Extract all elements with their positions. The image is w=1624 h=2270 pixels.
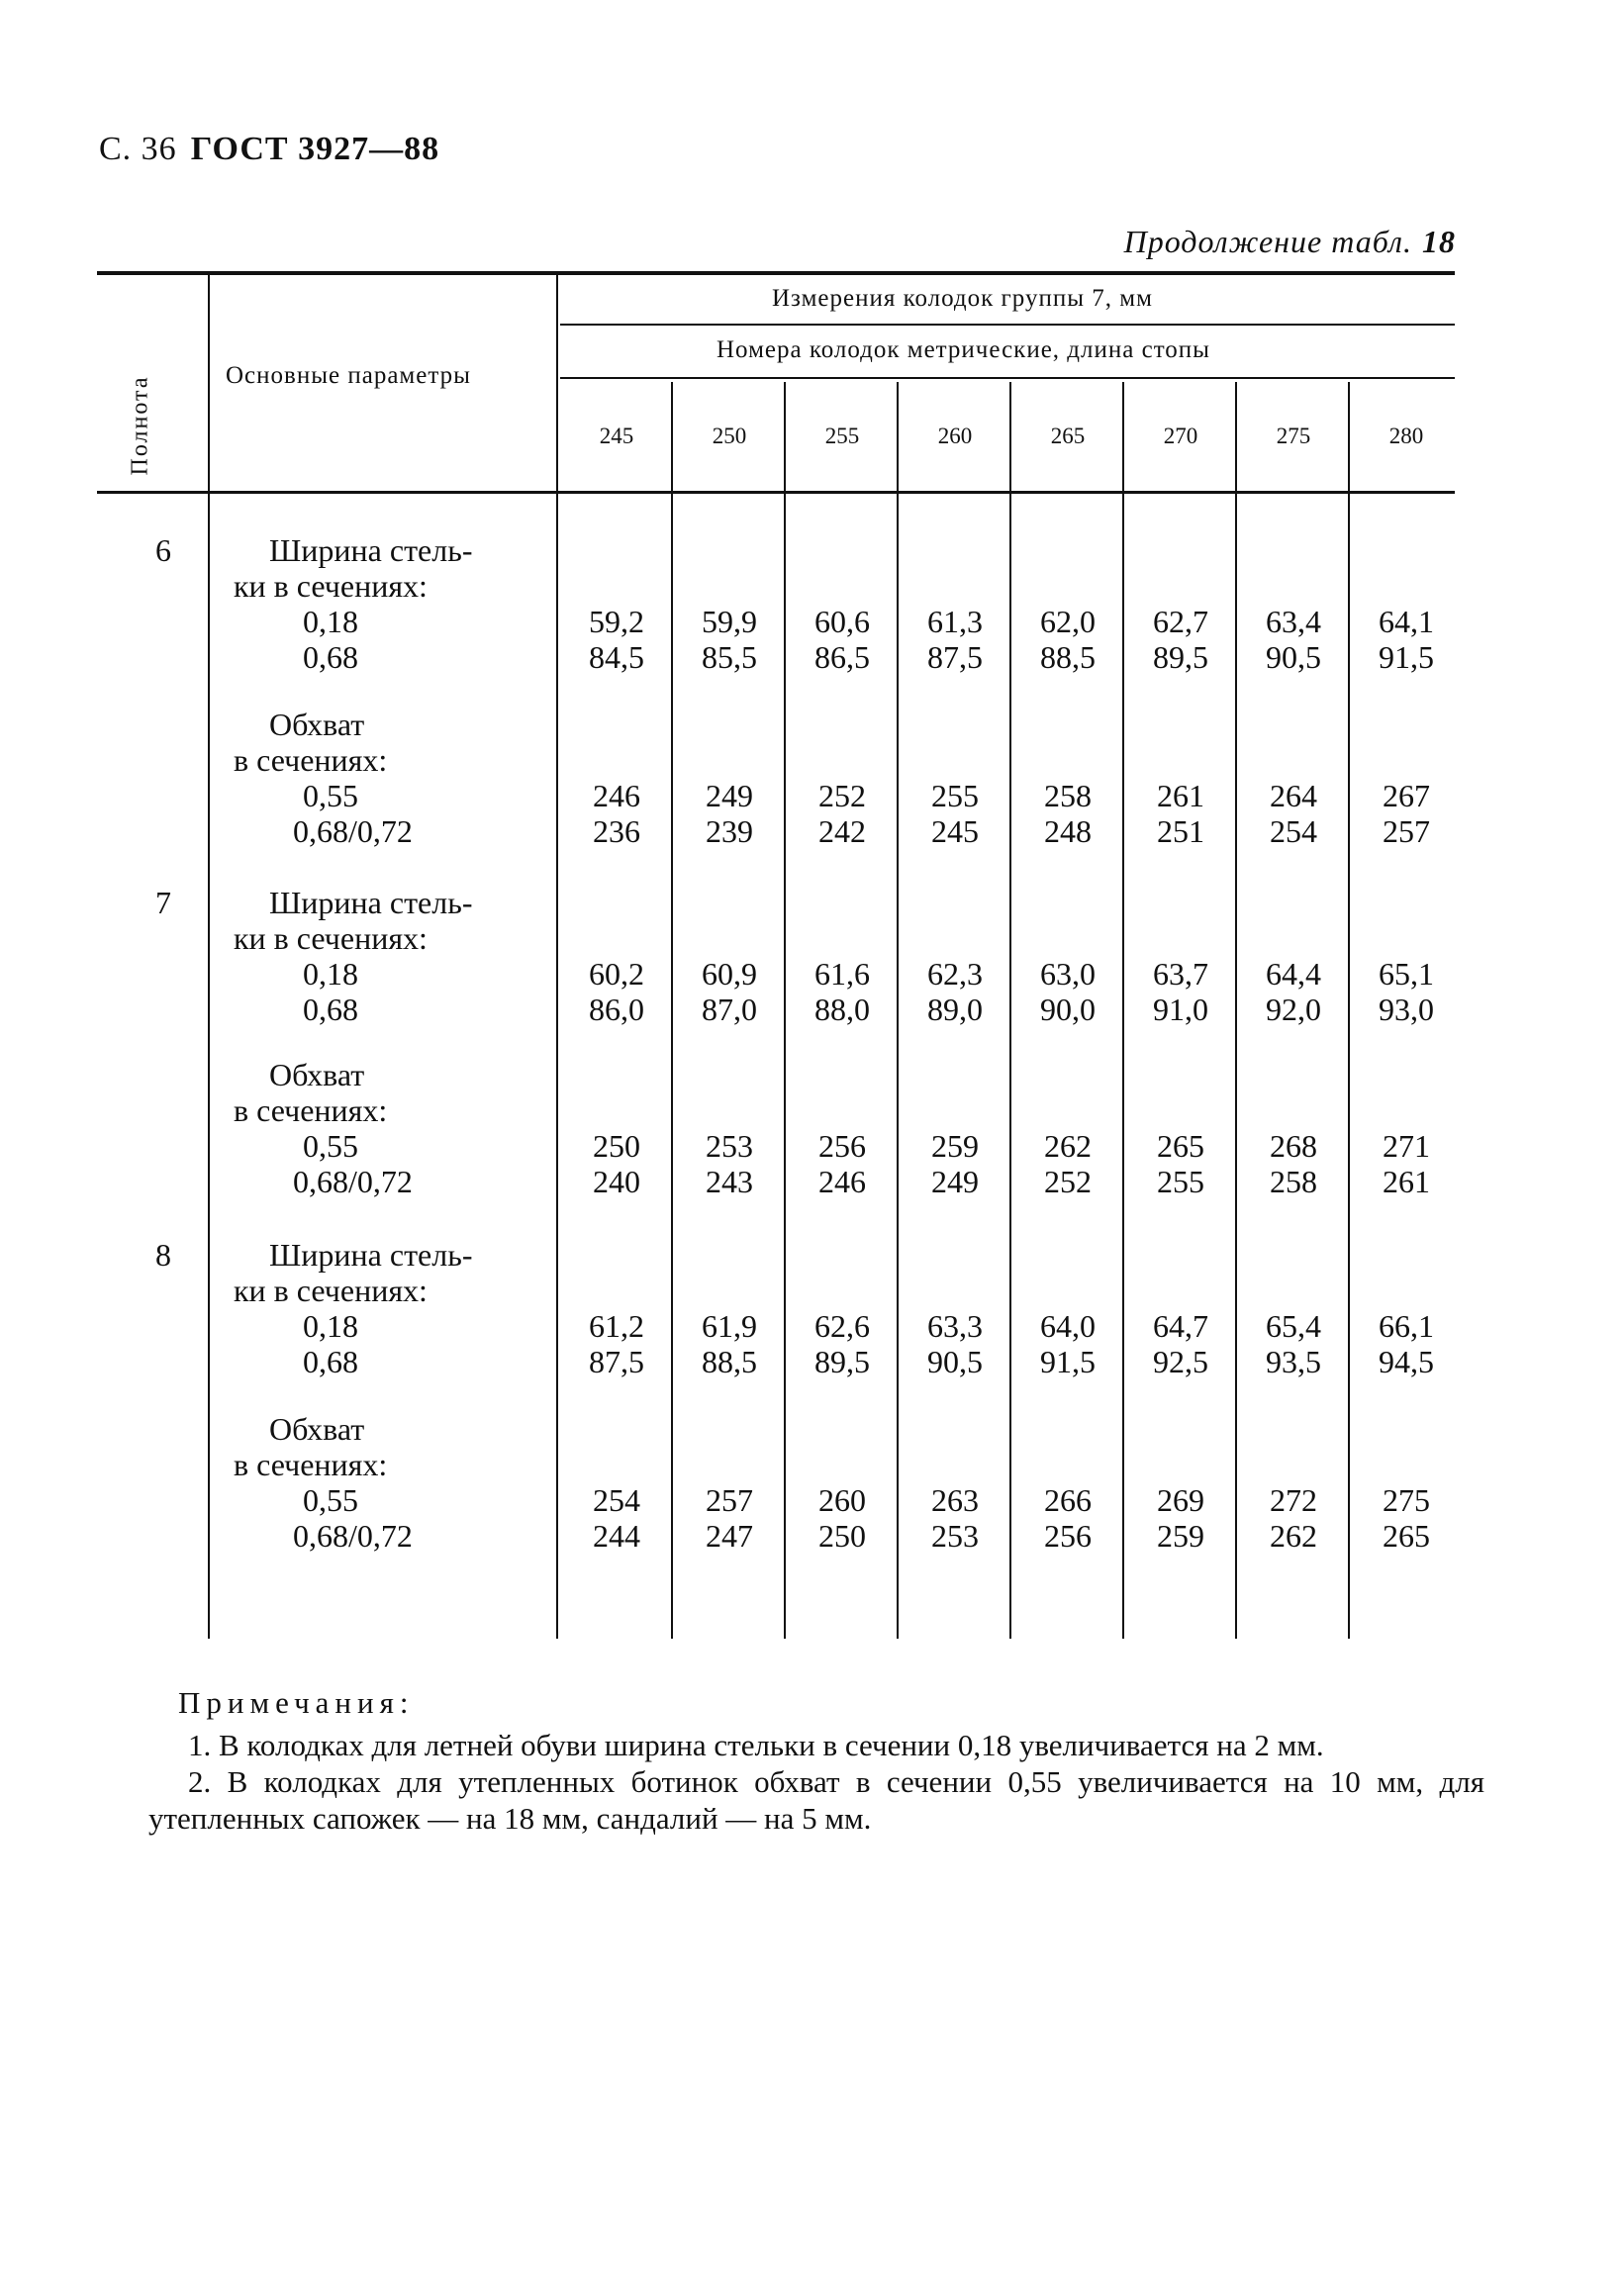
value: 87,0: [702, 992, 757, 1027]
value-cell: [1239, 1482, 1348, 1554]
value: 62,0: [1040, 604, 1096, 639]
param-line: 0,18: [303, 956, 358, 992]
value: 245: [931, 813, 979, 849]
value: 254: [1270, 813, 1317, 849]
table-number: 18: [1422, 224, 1456, 259]
value: 242: [818, 813, 866, 849]
value-cell: [1126, 956, 1235, 1027]
standard-title: ГОСТ 3927—88: [190, 131, 440, 167]
value: 255: [931, 778, 979, 813]
value-cell: [1352, 604, 1461, 675]
value: 239: [706, 813, 753, 849]
size-header-255: 255: [824, 424, 860, 448]
value-cell: [901, 1308, 1009, 1379]
value-cell: [1126, 1128, 1235, 1199]
group-header: Измерения колодок группы 7, мм: [772, 285, 1153, 312]
value: 62,6: [814, 1308, 870, 1344]
value: 61,6: [814, 956, 870, 992]
value: 257: [706, 1482, 753, 1518]
value: 61,3: [927, 604, 983, 639]
value-cell: [901, 1482, 1009, 1554]
note-item-2: 2. В колодках для утепленных ботинок обхват в сечении 0,55 увеличивается на 10 мм, для утепленных сапожек — на 18 мм, сандалий — на 5 мм.: [148, 1764, 1484, 1836]
param-label: [234, 1411, 413, 1554]
value: 89,0: [927, 992, 983, 1027]
fullness-value: 7: [155, 885, 171, 920]
value-cell: [675, 956, 784, 1027]
header-bottom-rule: [97, 491, 1455, 494]
value-cell: [1013, 956, 1122, 1027]
value: 62,7: [1153, 604, 1208, 639]
value-cell: [788, 1128, 897, 1199]
param-line: Ширина стель-: [269, 532, 473, 568]
value: 240: [593, 1164, 640, 1199]
param-line: 0,68/0,72: [293, 1518, 413, 1554]
value: 89,5: [1153, 639, 1208, 675]
value-cell: [1013, 604, 1122, 675]
value-cell: [901, 778, 1009, 849]
value: 62,3: [927, 956, 983, 992]
value: 248: [1044, 813, 1092, 849]
param-line: 0,18: [303, 604, 358, 639]
value: 92,5: [1153, 1344, 1208, 1379]
value: 63,3: [927, 1308, 983, 1344]
value-cell: [675, 1128, 784, 1199]
value: 86,0: [589, 992, 644, 1027]
value: 244: [593, 1518, 640, 1554]
continuation-label: Продолжение табл.: [1123, 224, 1412, 259]
value-cell: [1352, 1308, 1461, 1379]
value-cell: [1239, 956, 1348, 1027]
value: 94,5: [1379, 1344, 1434, 1379]
size-header-280: 280: [1388, 424, 1424, 448]
value: 60,6: [814, 604, 870, 639]
value: 251: [1157, 813, 1204, 849]
value: 59,9: [702, 604, 757, 639]
value: 275: [1383, 1482, 1430, 1518]
value: 262: [1270, 1518, 1317, 1554]
value-cell: [1013, 1128, 1122, 1199]
value: 265: [1383, 1518, 1430, 1554]
value-cell: [901, 1128, 1009, 1199]
value-cell: [562, 604, 671, 675]
notes-section: [148, 1684, 1484, 1837]
fullness-value: 6: [155, 532, 171, 568]
params-column-divider: [556, 275, 558, 1639]
value-cell: [675, 1308, 784, 1379]
param-line: 0,68: [303, 1344, 358, 1379]
value: 60,2: [589, 956, 644, 992]
value: 65,4: [1266, 1308, 1321, 1344]
size-column-divider: [784, 382, 786, 1639]
value: 64,7: [1153, 1308, 1208, 1344]
size-header-245: 245: [599, 424, 634, 448]
param-line: ки в сечениях:: [234, 568, 428, 604]
value: 61,9: [702, 1308, 757, 1344]
value-cell: [1352, 1482, 1461, 1554]
value: 246: [818, 1164, 866, 1199]
fullness-value: 8: [155, 1237, 171, 1273]
param-line: Ширина стель-: [269, 885, 473, 920]
param-line: 0,68/0,72: [293, 813, 413, 849]
param-line: Обхват: [269, 707, 365, 742]
param-line: 0,55: [303, 1482, 358, 1518]
value-cell: [1126, 778, 1235, 849]
param-line: 0,55: [303, 1128, 358, 1164]
size-header-270: 270: [1163, 424, 1198, 448]
value: 253: [706, 1128, 753, 1164]
value-cell: [1239, 604, 1348, 675]
value-cell: [1352, 956, 1461, 1027]
value: 258: [1270, 1164, 1317, 1199]
value: 271: [1383, 1128, 1430, 1164]
value: 252: [1044, 1164, 1092, 1199]
value-cell: [788, 778, 897, 849]
value-cell: [788, 604, 897, 675]
param-line: в сечениях:: [234, 1092, 388, 1128]
param-line: в сечениях:: [234, 742, 388, 778]
value: 63,4: [1266, 604, 1321, 639]
param-label: [234, 532, 472, 675]
value: 267: [1383, 778, 1430, 813]
value: 253: [931, 1518, 979, 1554]
value: 90,5: [1266, 639, 1321, 675]
value: 261: [1157, 778, 1204, 813]
param-label: [234, 707, 413, 849]
size-header-260: 260: [937, 424, 973, 448]
value: 272: [1270, 1482, 1317, 1518]
value-cell: [1126, 1308, 1235, 1379]
param-line: Ширина стель-: [269, 1237, 473, 1273]
param-label: [234, 885, 472, 1027]
param-line: 0,55: [303, 778, 358, 813]
value-cell: [1239, 778, 1348, 849]
value: 91,0: [1153, 992, 1208, 1027]
value: 88,0: [814, 992, 870, 1027]
value: 265: [1157, 1128, 1204, 1164]
value: 90,5: [927, 1344, 983, 1379]
value: 60,9: [702, 956, 757, 992]
size-column-divider: [1235, 382, 1237, 1639]
value: 92,0: [1266, 992, 1321, 1027]
value-cell: [1239, 1308, 1348, 1379]
value: 85,5: [702, 639, 757, 675]
value-cell: [1013, 1482, 1122, 1554]
value: 269: [1157, 1482, 1204, 1518]
size-column-divider: [897, 382, 899, 1639]
value-cell: [1352, 778, 1461, 849]
value: 66,1: [1379, 1308, 1434, 1344]
params-header: Основные параметры: [226, 362, 471, 389]
sizes-header: Номера колодок метрические, длина стопы: [716, 336, 1210, 363]
value-cell: [562, 1308, 671, 1379]
table-top-rule: [97, 271, 1455, 275]
value: 93,5: [1266, 1344, 1321, 1379]
param-line: 0,68: [303, 992, 358, 1027]
value-cell: [1126, 604, 1235, 675]
value: 89,5: [814, 1344, 870, 1379]
value: 63,0: [1040, 956, 1096, 992]
page-header: [99, 131, 439, 168]
size-column-divider: [671, 382, 673, 1639]
size-column-divider: [1348, 382, 1350, 1639]
value: 254: [593, 1482, 640, 1518]
value-cell: [901, 604, 1009, 675]
value-cell: [901, 956, 1009, 1027]
value: 243: [706, 1164, 753, 1199]
value: 250: [818, 1518, 866, 1554]
value: 64,1: [1379, 604, 1434, 639]
table-continuation: [1124, 224, 1456, 260]
param-line: ки в сечениях:: [234, 920, 428, 956]
value: 91,5: [1040, 1344, 1096, 1379]
value: 263: [931, 1482, 979, 1518]
value-cell: [562, 1482, 671, 1554]
param-label: [234, 1057, 413, 1199]
value: 256: [1044, 1518, 1092, 1554]
value-cell: [675, 604, 784, 675]
value: 258: [1044, 778, 1092, 813]
value: 90,0: [1040, 992, 1096, 1027]
value: 264: [1270, 778, 1317, 813]
notes-title: Примечания:: [178, 1685, 415, 1720]
param-line: в сечениях:: [234, 1447, 388, 1482]
param-label: [234, 1237, 472, 1379]
value: 64,4: [1266, 956, 1321, 992]
size-column-divider: [1122, 382, 1124, 1639]
value-cell: [788, 1482, 897, 1554]
value: 249: [931, 1164, 979, 1199]
value-cell: [1013, 1308, 1122, 1379]
value: 266: [1044, 1482, 1092, 1518]
value-cell: [1126, 1482, 1235, 1554]
page-number: С. 36: [99, 131, 177, 167]
value: 64,0: [1040, 1308, 1096, 1344]
value: 88,5: [1040, 639, 1096, 675]
value: 260: [818, 1482, 866, 1518]
value: 257: [1383, 813, 1430, 849]
size-header-250: 250: [712, 424, 747, 448]
value: 255: [1157, 1164, 1204, 1199]
value: 65,1: [1379, 956, 1434, 992]
value: 261: [1383, 1164, 1430, 1199]
value: 87,5: [589, 1344, 644, 1379]
param-line: 0,18: [303, 1308, 358, 1344]
value: 236: [593, 813, 640, 849]
value-cell: [788, 956, 897, 1027]
value: 249: [706, 778, 753, 813]
value-cell: [675, 1482, 784, 1554]
value: 250: [593, 1128, 640, 1164]
value: 86,5: [814, 639, 870, 675]
value: 61,2: [589, 1308, 644, 1344]
value: 246: [593, 778, 640, 813]
size-column-divider: [1009, 382, 1011, 1639]
value: 256: [818, 1128, 866, 1164]
size-header-265: 265: [1050, 424, 1086, 448]
param-line: ки в сечениях:: [234, 1273, 428, 1308]
group-header-rule: [560, 324, 1455, 326]
value: 262: [1044, 1128, 1092, 1164]
value-cell: [1239, 1128, 1348, 1199]
param-line: 0,68/0,72: [293, 1164, 413, 1199]
value-cell: [562, 956, 671, 1027]
fullness-column-divider: [208, 275, 210, 1639]
value-cell: [675, 778, 784, 849]
value-cell: [1013, 778, 1122, 849]
param-line: Обхват: [269, 1411, 365, 1447]
value: 59,2: [589, 604, 644, 639]
note-item-1: 1. В колодках для летней обуви ширина стельки в сечении 0,18 увеличивается на 2 мм.: [188, 1728, 1324, 1762]
value-cell: [562, 778, 671, 849]
value: 268: [1270, 1128, 1317, 1164]
fullness-header: Полнота: [127, 375, 153, 476]
value-cell: [1352, 1128, 1461, 1199]
value: 247: [706, 1518, 753, 1554]
param-line: Обхват: [269, 1057, 365, 1092]
value: 87,5: [927, 639, 983, 675]
param-line: 0,68: [303, 639, 358, 675]
value: 259: [1157, 1518, 1204, 1554]
value-cell: [562, 1128, 671, 1199]
value: 259: [931, 1128, 979, 1164]
value: 93,0: [1379, 992, 1434, 1027]
value: 252: [818, 778, 866, 813]
value: 91,5: [1379, 639, 1434, 675]
size-header-275: 275: [1276, 424, 1311, 448]
value: 88,5: [702, 1344, 757, 1379]
value: 84,5: [589, 639, 644, 675]
sizes-header-rule: [560, 377, 1455, 379]
value: 63,7: [1153, 956, 1208, 992]
value-cell: [788, 1308, 897, 1379]
